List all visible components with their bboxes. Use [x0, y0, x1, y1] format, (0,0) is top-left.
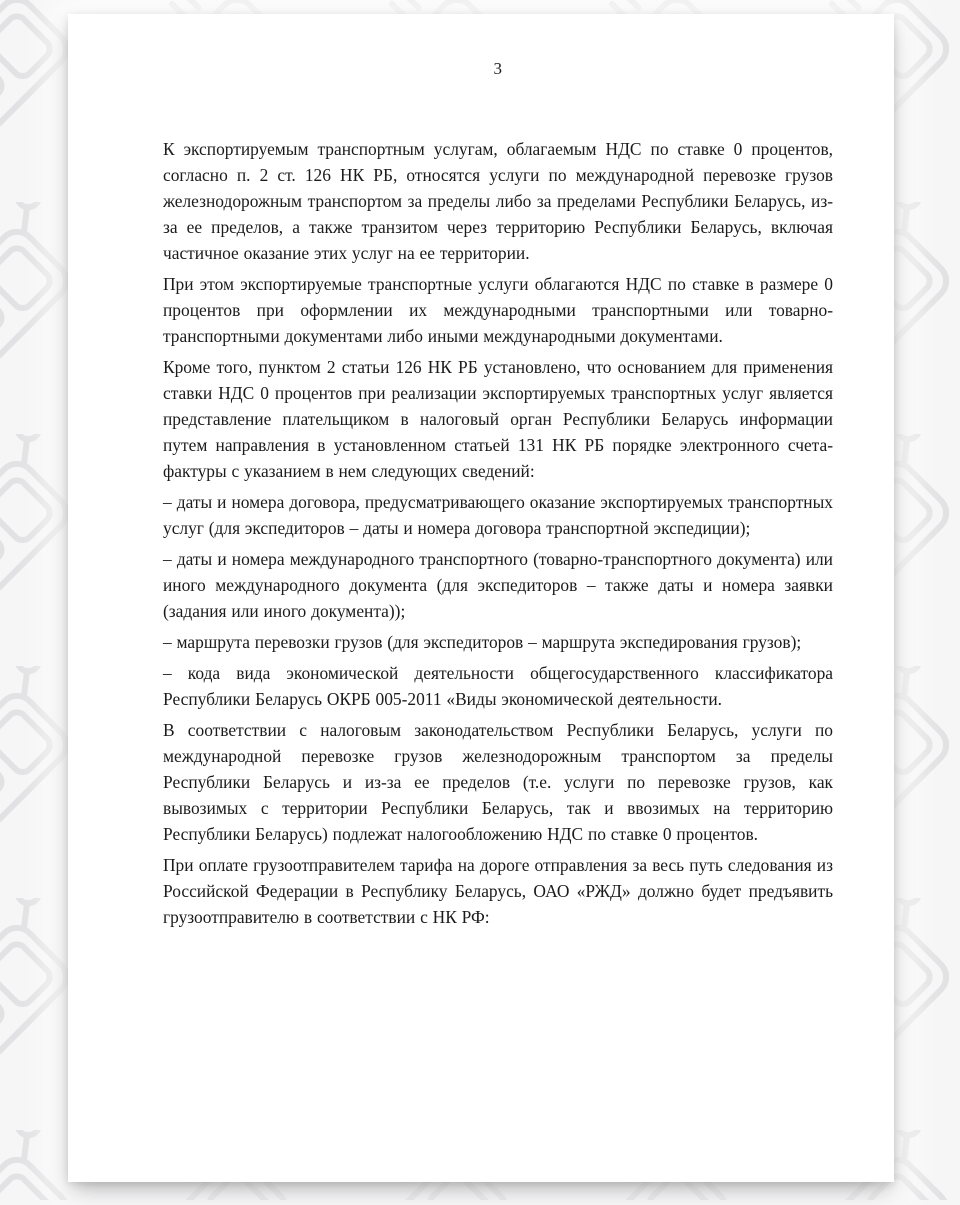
document-paragraph: При этом экспортируемые транспортные услуги облагаются НДС по ставке в размере 0 процентов при оформлении их международными транспортными или товарно-транспортными документами либо иными международными документами. [163, 274, 833, 346]
document-paragraph: – даты и номера договора, предусматривающего оказание экспортируемых транспортных услуг (для экспедиторов – даты и номера договора транспортной экспедиции); [163, 492, 833, 538]
document-paragraph: Кроме того, пунктом 2 статьи 126 НК РБ установлено, что основанием для применения ставки НДС 0 процентов при реализации экспортируемых транспортных услуг является представление плательщиком в налоговый орган Республики Беларусь информации путем направления в установленном статьей 131 НК РБ порядке электронного счета-фактуры с указанием в нем следующих сведений: [163, 357, 833, 481]
document-paragraph: – кода вида экономической деятельности общегосударственного классификатора Республики Беларусь ОКРБ 005-2011 «Виды экономической деятельности. [163, 663, 833, 709]
document-page [68, 14, 894, 1182]
document-paragraph: К экспортируемым транспортным услугам, облагаемым НДС по ставке 0 процентов, согласно п. 2 ст. 126 НК РБ, относятся услуги по международной перевозке грузов железнодорожным транспортом за пределы либо за пределами Республики Беларусь, из-за ее пределов, а также транзитом через территорию Республики Беларусь, включая частичное оказание этих услуг на ее территории. [163, 139, 833, 263]
document-paragraph: При оплате грузоотправителем тарифа на дороге отправления за весь путь следования из Российской Федерации в Республику Беларусь, ОАО «РЖД» должно будет предъявить грузоотправителю в соответствии с НК РФ: [163, 855, 833, 927]
document-paragraph: – маршрута перевозки грузов (для экспедиторов – маршрута экспедирования грузов); [163, 632, 802, 652]
document-body [163, 136, 833, 930]
document-paragraph: – даты и номера международного транспортного (товарно-транспортного документа) или иного международного документа (для экспедиторов – также даты и номера заявки (задания или иного документа)); [163, 549, 833, 621]
document-paragraph: В соответствии с налоговым законодательством Республики Беларусь, услуги по международной перевозке грузов железнодорожным транспортом за пределы Республики Беларусь и из-за ее пределов (т.е. услуги по перевозке грузов, как вывозимых с территории Республики Беларусь, так и ввозимых на территорию Республики Беларусь) подлежат налогообложению НДС по ставке 0 процентов. [163, 720, 833, 844]
page-number: 3 [493, 59, 503, 78]
